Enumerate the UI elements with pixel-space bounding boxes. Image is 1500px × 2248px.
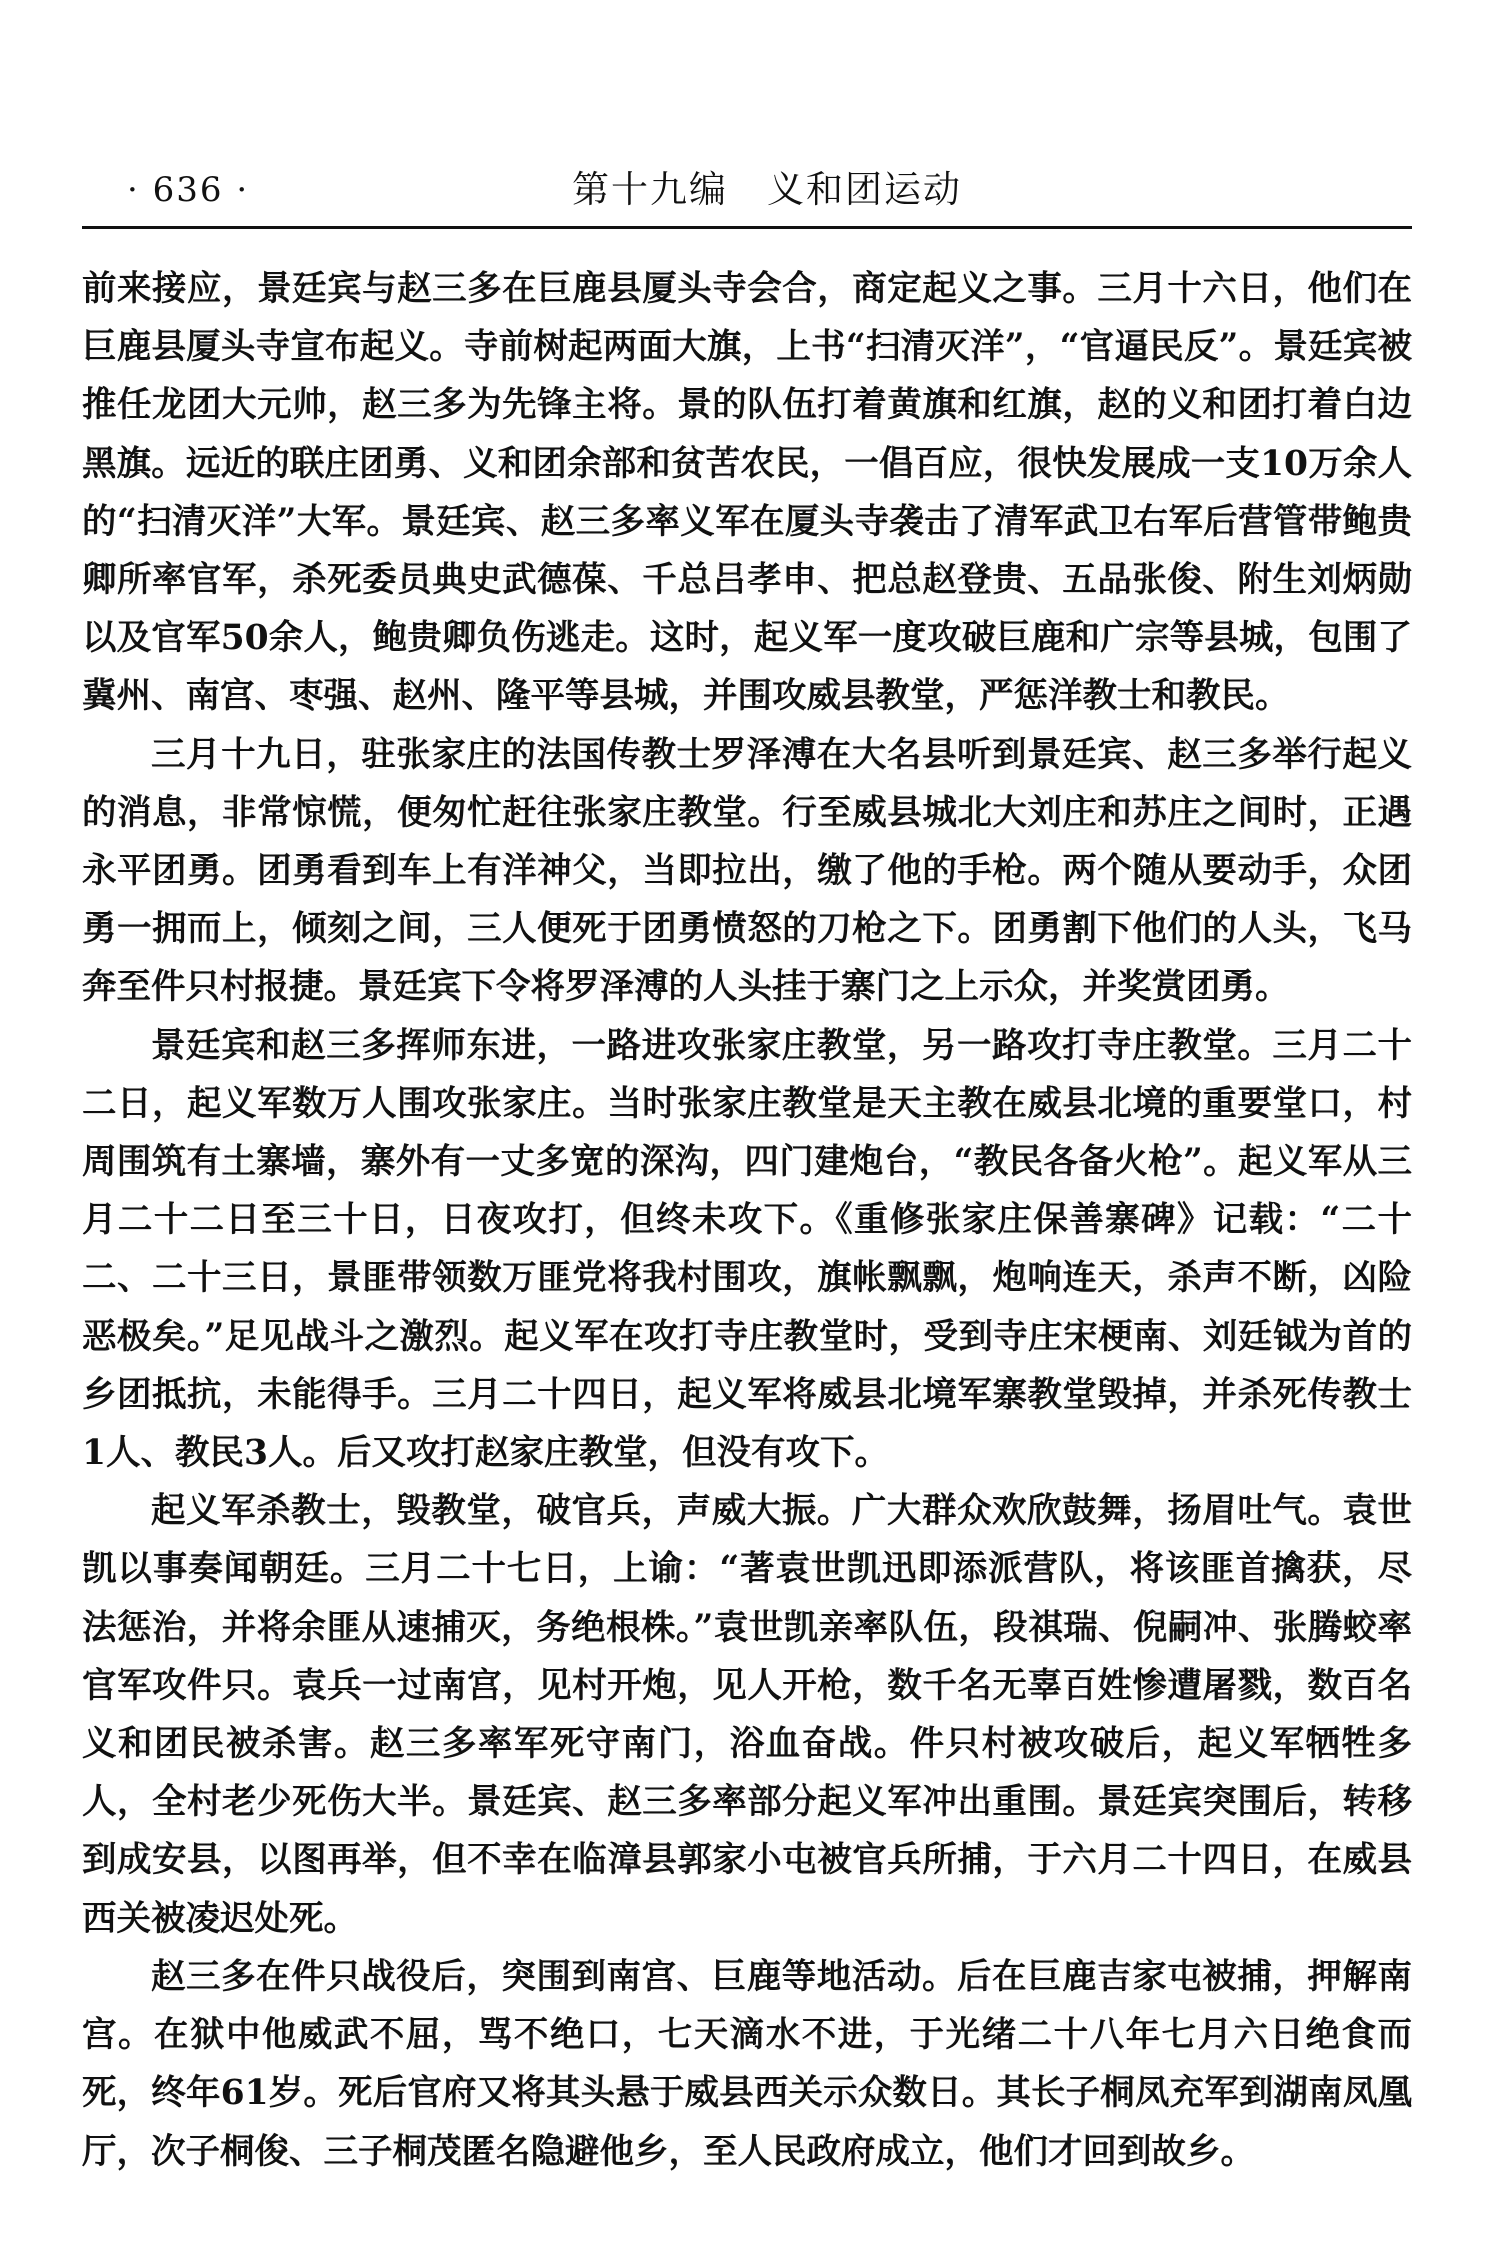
paragraph-5: 赵三多在件只战役后，突围到南宫、巨鹿等地活动。后在巨鹿吉家屯被捕，押解南宫。在狱中他威武不屈，骂不绝口，七天滴水不进，于光绪二十八年七月六日绝食而死，终年61岁。死后官府又将其头悬于威县西关示众数日。其长子桐凤充军到湖南凤凰厅，次子桐俊、三子桐茂匿名隐避他乡，至人民政府成立，他们才回到故乡。 xyxy=(82,1956,1412,2172)
body-text xyxy=(82,260,1412,2181)
page-number: · 636 · xyxy=(127,170,250,210)
section-title: 第十九编 义和团运动 xyxy=(572,168,962,211)
paragraph-3: 景廷宾和赵三多挥师东进，一路进攻张家庄教堂，另一路攻打寺庄教堂。三月二十二日，起义军数万人围攻张家庄。当时张家庄教堂是天主教在威县北境的重要堂口，村周围筑有土寨墙，寨外有一丈多宽的深沟，四门建炮台，“教民各备火枪”。起义军从三月二十二日至三十日，日夜攻打，但终未攻下。《重修张家庄保善寨碑》记载：“二十二、二十三日，景匪带领数万匪党将我村围攻，旗帐飘飘，炮响连天，杀声不断，凶险恶极矣。”足见战斗之激烈。起义军在攻打寺庄教堂时，受到寺庄宋梗南、刘廷钺为首的乡团抵抗，未能得手。三月二十四日，起义军将威县北境军寨教堂毁掉，并杀死传教士1人、教民3人。后又攻打赵家庄教堂，但没有攻下。 xyxy=(82,1025,1412,1474)
header-rule xyxy=(82,226,1412,229)
paragraph-4: 起义军杀教士，毁教堂，破官兵，声威大振。广大群众欢欣鼓舞，扬眉吐气。袁世凯以事奏闻朝廷。三月二十七日，上谕：“著袁世凯迅即添派营队，将该匪首擒获，尽法惩治，并将余匪从速捕灭，务绝根株。”袁世凯亲率队伍，段祺瑞、倪嗣冲、张腾蛟率官军攻件只。袁兵一过南宫，见村开炮，见人开枪，数千名无辜百姓惨遭屠戮，数百名义和团民被杀害。赵三多率军死守南门，浴血奋战。件只村被攻破后，起义军牺牲多人，全村老少死伤大半。景廷宾、赵三多率部分起义军冲出重围。景廷宾突围后，转移到成安县，以图再举，但不幸在临漳县郭家小屯被官兵所捕，于六月二十四日，在威县西关被凌迟处死。 xyxy=(82,1491,1412,1939)
running-header xyxy=(82,160,1412,220)
paragraph-2: 三月十九日，驻张家庄的法国传教士罗泽溥在大名县听到景廷宾、赵三多举行起义的消息，非常惊慌，便匆忙赶往张家庄教堂。行至威县城北大刘庄和苏庄之间时，正遇永平团勇。团勇看到车上有洋神父，当即拉出，缴了他的手枪。两个随从要动手，众团勇一拥而上，倾刻之间，三人便死于团勇愤怒的刀枪之下。团勇割下他们的人头，飞马奔至件只村报捷。景廷宾下令将罗泽溥的人头挂于寨门之上示众，并奖赏团勇。 xyxy=(82,734,1412,1008)
paragraph-1: 前来接应，景廷宾与赵三多在巨鹿县厦头寺会合，商定起义之事。三月十六日，他们在巨鹿县厦头寺宣布起义。寺前树起两面大旗，上书“扫清灭洋”，“官逼民反”。景廷宾被推任龙团大元帅，赵三多为先锋主将。景的队伍打着黄旗和红旗，赵的义和团打着白边黑旗。远近的联庄团勇、义和团余部和贫苦农民，一倡百应，很快发展成一支10万余人的“扫清灭洋”大军。景廷宾、赵三多率义军在厦头寺袭击了清军武卫右军后营管带鲍贵卿所率官军，杀死委员典史武德葆、千总吕孝申、把总赵登贵、五品张俊、附生刘炳勋以及官军50余人，鲍贵卿负伤逃走。这时，起义军一度攻破巨鹿和广宗等县城，包围了冀州、南宫、枣强、赵州、隆平等县城，并围攻威县教堂，严惩洋教士和教民。 xyxy=(82,269,1412,717)
